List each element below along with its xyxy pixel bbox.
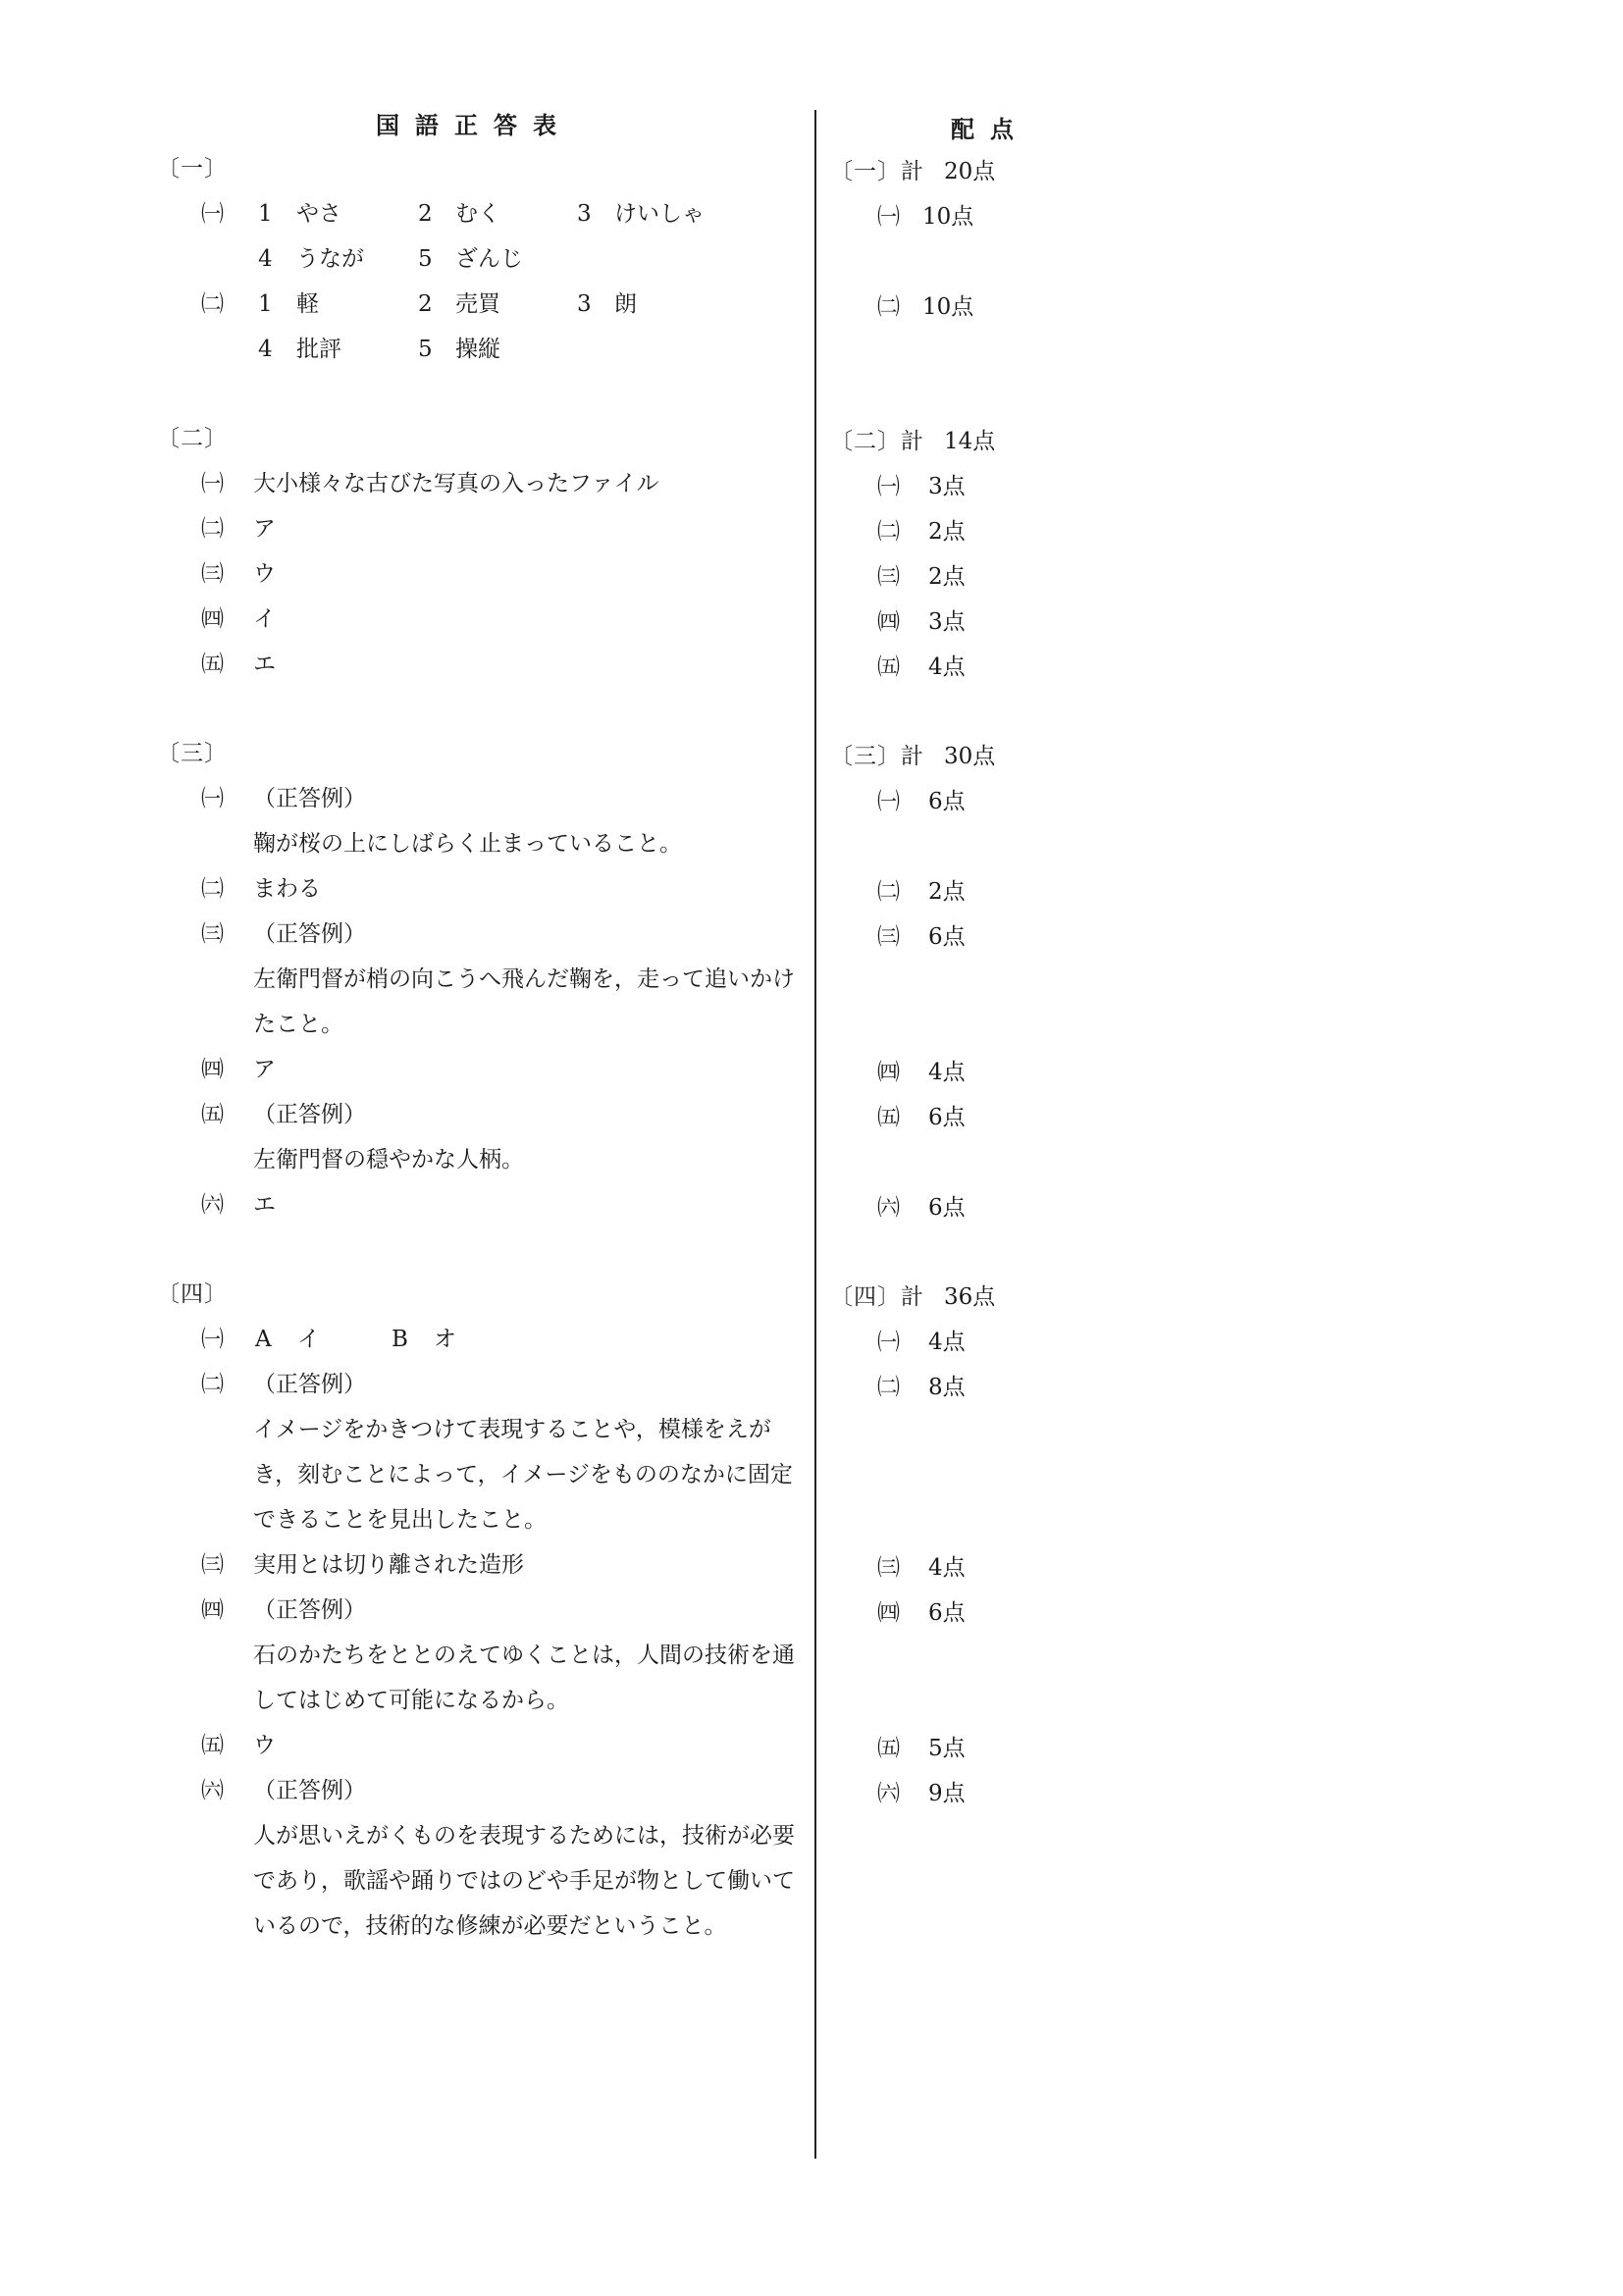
score-points: 9点 bbox=[928, 1781, 966, 1806]
score-question-number: ㈤ bbox=[877, 1105, 900, 1130]
score-points: 3点 bbox=[928, 474, 966, 499]
score-points: 6点 bbox=[928, 1195, 966, 1221]
answer: 大小様々な古びた写真の入ったファイル bbox=[253, 471, 659, 496]
answer-heading: （正答例） bbox=[253, 1102, 366, 1127]
score-total: 14点 bbox=[944, 429, 996, 454]
score-points: 6点 bbox=[928, 789, 966, 814]
section-label: 〔二〕 bbox=[157, 426, 228, 451]
score-section-label: 〔三〕 bbox=[830, 744, 901, 769]
score-points: 5点 bbox=[928, 1736, 966, 1761]
score-section-label: 〔一〕 bbox=[830, 159, 901, 184]
score-points: 4点 bbox=[928, 654, 966, 680]
score-section-label: 〔四〕 bbox=[830, 1284, 901, 1310]
answer: 軽 bbox=[296, 291, 319, 317]
question-number: ㈥ bbox=[201, 1192, 224, 1218]
question-number: ㈠ bbox=[201, 471, 224, 496]
answer: ざんじ bbox=[455, 246, 523, 272]
answer: イ bbox=[253, 606, 276, 632]
answer: 売買 bbox=[455, 291, 500, 317]
score-total: 30点 bbox=[944, 744, 996, 769]
answer-line: イメージをかきつけて表現することや，模様をえが bbox=[253, 1417, 771, 1442]
score-points: 2点 bbox=[928, 519, 966, 545]
score-total: 20点 bbox=[944, 159, 996, 184]
answer: 実用とは切り離された造形 bbox=[253, 1552, 524, 1578]
item-number: 3 bbox=[577, 201, 592, 227]
item-number: 1 bbox=[258, 201, 273, 227]
answer-line: 左衛門督が梢の向こうへ飛んだ鞠を，走って追いかけ bbox=[253, 966, 795, 992]
score-points: 4点 bbox=[928, 1060, 966, 1085]
score-question-number: ㈡ bbox=[877, 294, 900, 320]
question-number: ㈣ bbox=[201, 606, 224, 632]
answer: ウ bbox=[253, 561, 276, 587]
item-number: 4 bbox=[258, 246, 273, 272]
question-number: ㈢ bbox=[201, 1552, 224, 1578]
answer-line: してはじめて可能になるから。 bbox=[253, 1688, 569, 1713]
score-total: 36点 bbox=[944, 1284, 996, 1310]
answer: うなが bbox=[296, 246, 364, 272]
score-points: 8点 bbox=[928, 1375, 966, 1400]
score-question-number: ㈢ bbox=[877, 1555, 900, 1581]
answer: 朗 bbox=[614, 291, 637, 317]
answer-line: たこと。 bbox=[253, 1012, 343, 1037]
score-question-number: ㈠ bbox=[877, 1330, 900, 1355]
score-question-number: ㈣ bbox=[877, 1060, 900, 1085]
answer: ア bbox=[253, 516, 276, 542]
score-points: 4点 bbox=[928, 1330, 966, 1355]
answer: エ bbox=[253, 1192, 276, 1218]
question-number: ㈤ bbox=[201, 1733, 224, 1758]
score-points: 3点 bbox=[928, 609, 966, 635]
question-number: ㈢ bbox=[201, 561, 224, 587]
answer-heading: （正答例） bbox=[253, 786, 366, 811]
answer-heading: （正答例） bbox=[253, 1778, 366, 1803]
score-question-number: ㈢ bbox=[877, 924, 900, 950]
question-number: ㈣ bbox=[201, 1057, 224, 1082]
score-section-label: 〔二〕 bbox=[830, 429, 901, 454]
question-number: ㈡ bbox=[201, 876, 224, 902]
section-label: 〔一〕 bbox=[157, 156, 228, 182]
answer: けいしゃ bbox=[614, 201, 705, 227]
answer-label: B bbox=[392, 1327, 408, 1352]
score-question-number: ㈤ bbox=[877, 654, 900, 680]
score-question-number: ㈠ bbox=[877, 474, 900, 499]
score-total-label: 計 bbox=[901, 159, 923, 184]
item-number: 1 bbox=[258, 291, 273, 317]
score-total-label: 計 bbox=[901, 1284, 923, 1310]
score-points: 10点 bbox=[922, 204, 974, 230]
answer-label: A bbox=[255, 1327, 272, 1352]
score-question-number: ㈡ bbox=[877, 519, 900, 545]
question-number: ㈣ bbox=[201, 1597, 224, 1623]
score-question-number: ㈡ bbox=[877, 1375, 900, 1400]
question-number: ㈡ bbox=[201, 516, 224, 542]
score-points: 10点 bbox=[922, 294, 974, 320]
question-number: ㈠ bbox=[201, 1327, 224, 1352]
score-points: 2点 bbox=[928, 564, 966, 590]
answer-line: 左衛門督の穏やかな人柄。 bbox=[253, 1147, 524, 1173]
section-label: 〔三〕 bbox=[157, 741, 228, 766]
score-question-number: ㈣ bbox=[877, 1600, 900, 1626]
question-number: ㈠ bbox=[201, 201, 224, 227]
answer-line: き，刻むことによって，イメージをもののなかに固定 bbox=[253, 1462, 793, 1487]
answer-heading: （正答例） bbox=[253, 1372, 366, 1397]
answer-line: であり，歌謡や踊りではのどや手足が物として働いて bbox=[253, 1868, 795, 1894]
answer: オ bbox=[434, 1327, 456, 1352]
score-question-number: ㈢ bbox=[877, 564, 900, 590]
score-question-number: ㈠ bbox=[877, 789, 900, 814]
question-number: ㈠ bbox=[201, 786, 224, 811]
item-number: 5 bbox=[418, 246, 433, 272]
score-question-number: ㈣ bbox=[877, 609, 900, 635]
item-number: 3 bbox=[577, 291, 592, 317]
question-number: ㈥ bbox=[201, 1778, 224, 1803]
score-question-number: ㈡ bbox=[877, 879, 900, 905]
answer: 批評 bbox=[296, 337, 341, 362]
question-number: ㈤ bbox=[201, 1102, 224, 1127]
score-total-label: 計 bbox=[901, 429, 923, 454]
score-title: 配点 bbox=[951, 115, 1029, 143]
column-divider bbox=[814, 110, 816, 2159]
answer-line: できることを見出したこと。 bbox=[253, 1507, 547, 1533]
question-number: ㈡ bbox=[201, 1372, 224, 1397]
answer: ウ bbox=[253, 1733, 276, 1758]
score-total-label: 計 bbox=[901, 744, 923, 769]
answer: まわる bbox=[253, 876, 321, 902]
page-title: 国語正答表 bbox=[376, 111, 572, 139]
question-number: ㈤ bbox=[201, 652, 224, 677]
score-points: 6点 bbox=[928, 1600, 966, 1626]
answer-line: 鞠が桜の上にしばらく止まっていること。 bbox=[253, 831, 682, 857]
item-number: 4 bbox=[258, 337, 273, 362]
score-points: 6点 bbox=[928, 1105, 966, 1130]
answer-heading: （正答例） bbox=[253, 921, 366, 947]
score-points: 4点 bbox=[928, 1555, 966, 1581]
answer-line: 石のかたちをととのえてゆくことは，人間の技術を通 bbox=[253, 1643, 795, 1668]
answer-heading: （正答例） bbox=[253, 1597, 366, 1623]
answer: むく bbox=[455, 201, 500, 227]
section-label: 〔四〕 bbox=[157, 1281, 228, 1307]
score-points: 6点 bbox=[928, 924, 966, 950]
score-question-number: ㈥ bbox=[877, 1781, 900, 1806]
answer-line: いるので，技術的な修練が必要だということ。 bbox=[253, 1913, 727, 1939]
question-number: ㈡ bbox=[201, 291, 224, 317]
item-number: 2 bbox=[418, 201, 433, 227]
answer: やさ bbox=[296, 201, 341, 227]
answer: イ bbox=[297, 1327, 320, 1352]
score-points: 2点 bbox=[928, 879, 966, 905]
score-question-number: ㈠ bbox=[877, 204, 900, 230]
item-number: 5 bbox=[418, 337, 433, 362]
answer: 操縦 bbox=[455, 337, 500, 362]
score-question-number: ㈥ bbox=[877, 1195, 900, 1221]
item-number: 2 bbox=[418, 291, 433, 317]
score-question-number: ㈤ bbox=[877, 1736, 900, 1761]
answer: エ bbox=[253, 652, 276, 677]
question-number: ㈢ bbox=[201, 921, 224, 947]
answer: ア bbox=[253, 1057, 276, 1082]
answer-line: 人が思いえがくものを表現するためには，技術が必要 bbox=[253, 1823, 795, 1849]
